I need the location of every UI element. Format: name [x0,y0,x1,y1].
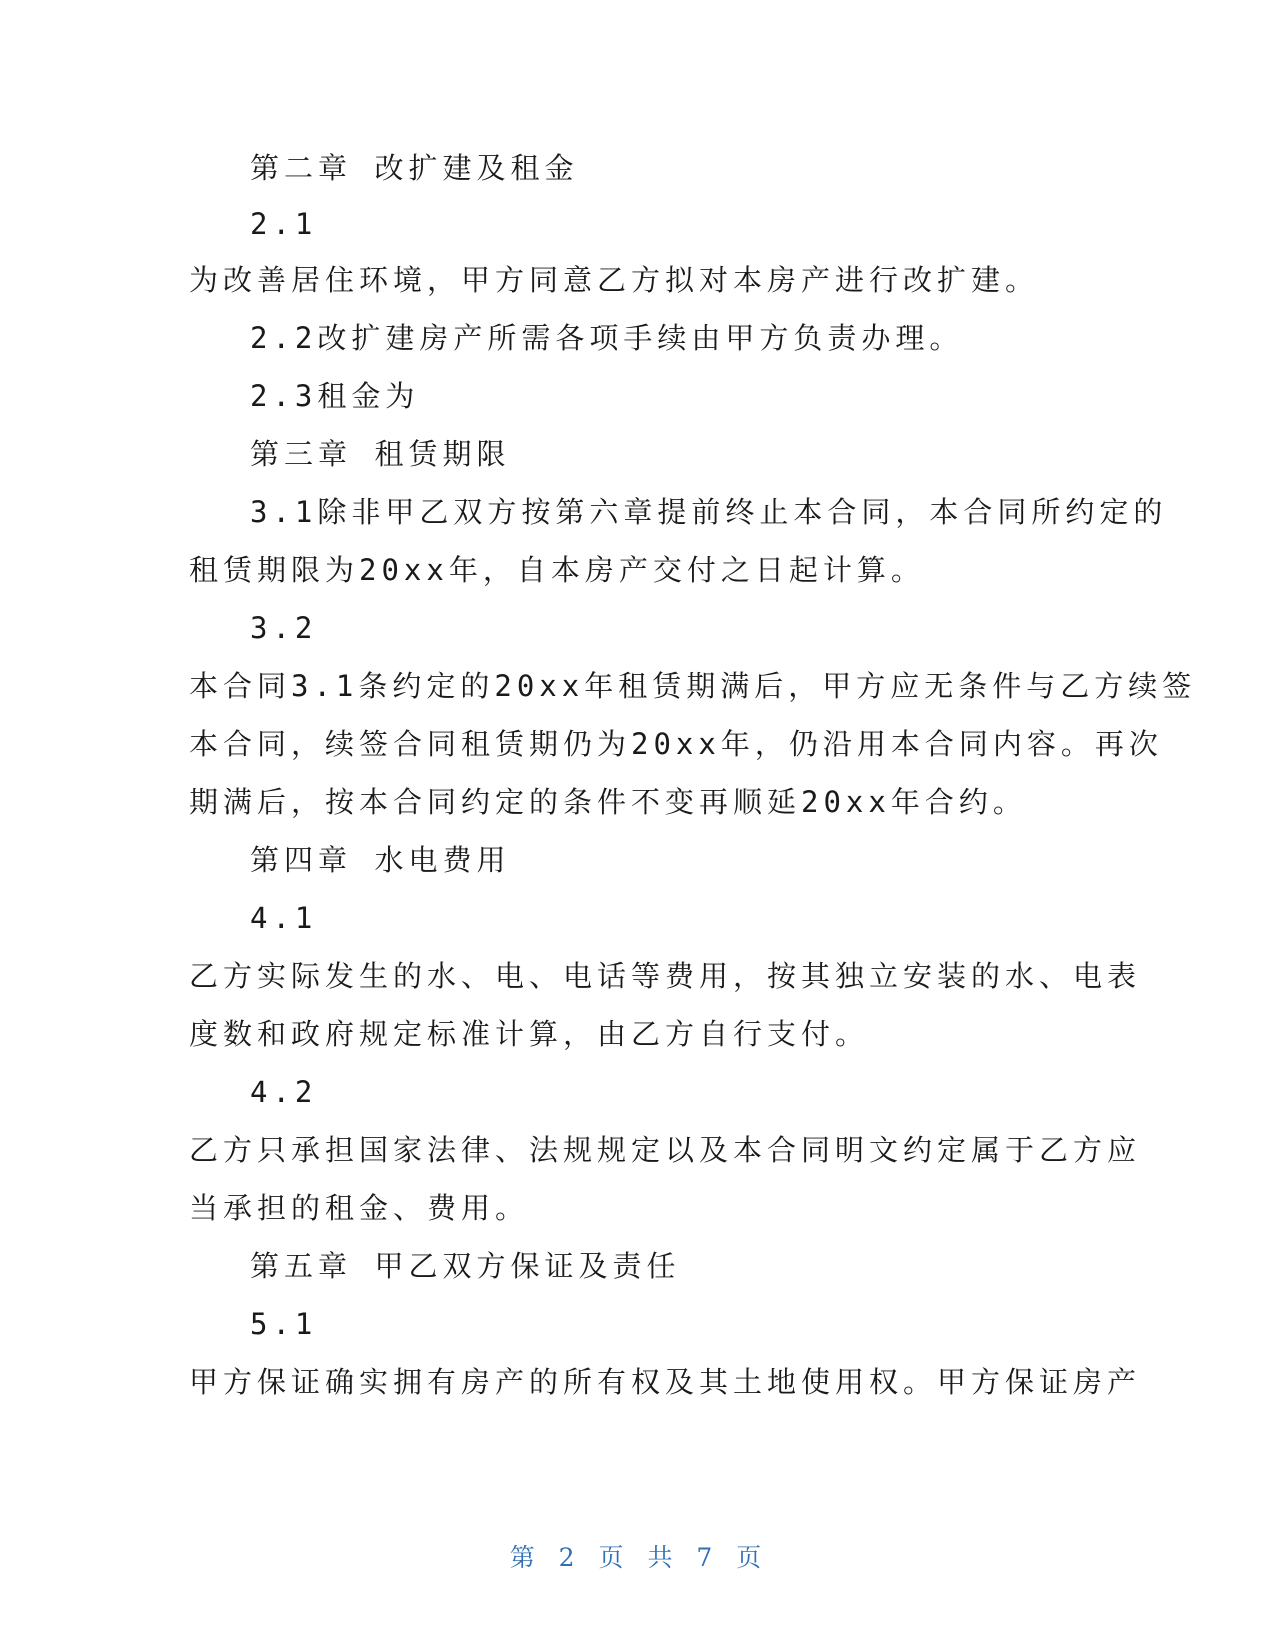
clause-2-1-text: 为改善居住环境，甲方同意乙方拟对本房产进行改扩建。 [189,263,1040,297]
clause-4-2-number: 4.2 [250,1075,318,1109]
chapter-2-heading: 第二章 改扩建及租金 [250,151,579,185]
clause-3-1-line-2: 租赁期限为20xx年，自本房产交付之日起计算。 [189,553,925,587]
clause-4-2-line-1: 乙方只承担国家法律、法规规定以及本合同明文约定属于乙方应 [189,1133,1142,1167]
chapter-3-heading: 第三章 租赁期限 [250,437,511,471]
clause-2-3: 2.3租金为 [250,379,420,413]
clause-5-1-number: 5.1 [250,1307,318,1341]
clause-4-2-line-2: 当承担的租金、费用。 [189,1191,530,1225]
clause-3-2-line-1: 本合同3.1条约定的20xx年租赁期满后，甲方应无条件与乙方续签 [189,669,1197,703]
clause-3-2-line-3: 期满后，按本合同约定的条件不变再顺延20xx年合约。 [189,785,1027,819]
clause-3-1-line-1: 3.1除非甲乙双方按第六章提前终止本合同，本合同所约定的 [250,495,1168,529]
clause-3-2-line-2: 本合同，续签合同租赁期仍为20xx年，仍沿用本合同内容。再次 [189,727,1163,761]
chapter-4-heading: 第四章 水电费用 [250,843,511,877]
clause-2-2: 2.2改扩建房产所需各项手续由甲方负责办理。 [250,321,964,355]
clause-4-1-line-1: 乙方实际发生的水、电、电话等费用，按其独立安装的水、电表 [189,959,1142,993]
clause-2-1-number: 2.1 [250,207,318,241]
clause-5-1-line-1: 甲方保证确实拥有房产的所有权及其土地使用权。甲方保证房产 [189,1365,1142,1399]
clause-4-1-line-2: 度数和政府规定标准计算，由乙方自行支付。 [189,1017,870,1051]
chapter-5-heading: 第五章 甲乙双方保证及责任 [250,1249,681,1283]
page-number-footer: 第 2 页 共 7 页 [509,1543,766,1572]
clause-4-1-number: 4.1 [250,901,318,935]
clause-3-2-number: 3.2 [250,611,318,645]
